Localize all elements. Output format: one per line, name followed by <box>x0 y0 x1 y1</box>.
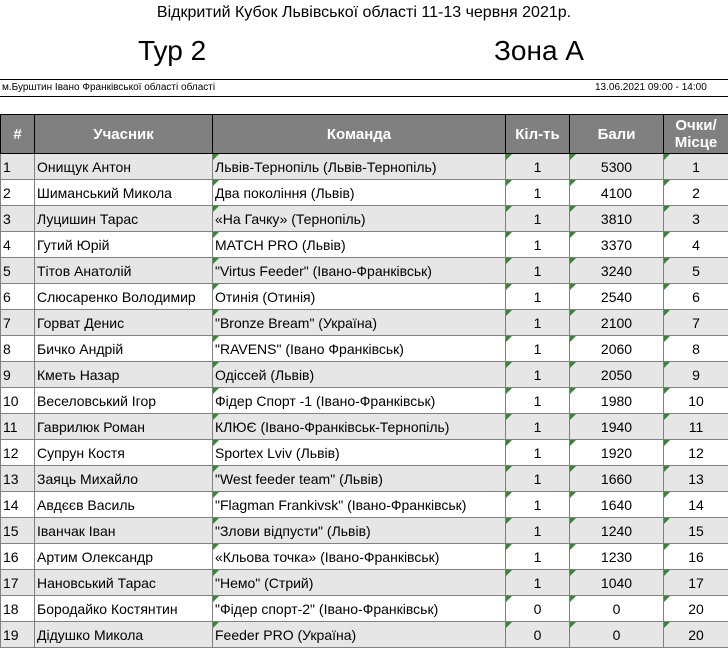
results-table <box>0 114 728 648</box>
table-row <box>1 388 728 414</box>
cell-number: 16 <box>1 544 35 570</box>
cell-place: 8 <box>664 336 728 362</box>
cell-number: 17 <box>1 570 35 596</box>
column-header-place: Очки/ Місце <box>664 115 728 154</box>
cell-team: Фідер Спорт -1 (Івано-Франківськ) <box>213 388 506 414</box>
cell-participant: Гутий Юрій <box>35 232 213 258</box>
divider <box>0 96 728 97</box>
column-header-team: Команда <box>213 115 506 154</box>
cell-place: 13 <box>664 466 728 492</box>
column-header-number: # <box>1 115 35 154</box>
cell-place: 20 <box>664 622 728 648</box>
cell-points: 3370 <box>570 232 664 258</box>
cell-count: 0 <box>506 596 570 622</box>
cell-place: 2 <box>664 180 728 206</box>
cell-points: 2100 <box>570 310 664 336</box>
cell-place: 16 <box>664 544 728 570</box>
cell-number: 7 <box>1 310 35 336</box>
cell-count: 1 <box>506 414 570 440</box>
cell-place: 11 <box>664 414 728 440</box>
cell-team: Два покоління (Львів) <box>213 180 506 206</box>
cell-participant: Дідушко Микола <box>35 622 213 648</box>
table-row <box>1 570 728 596</box>
cell-team: Отинія (Отинія) <box>213 284 506 310</box>
cell-points: 1660 <box>570 466 664 492</box>
cell-points: 1980 <box>570 388 664 414</box>
page-title: Відкритий Кубок Львівської області 11-13 червня 2021р. <box>0 0 728 26</box>
cell-place: 17 <box>664 570 728 596</box>
cell-team: "Bronze Bream" (Україна) <box>213 310 506 336</box>
table-row <box>1 284 728 310</box>
cell-place: 9 <box>664 362 728 388</box>
table-row <box>1 154 728 180</box>
cell-team: Feeder PRO (Україна) <box>213 622 506 648</box>
cell-points: 2540 <box>570 284 664 310</box>
table-row <box>1 492 728 518</box>
cell-team: "Немо" (Стрий) <box>213 570 506 596</box>
cell-number: 15 <box>1 518 35 544</box>
cell-count: 1 <box>506 440 570 466</box>
cell-participant: Бородайко Костянтин <box>35 596 213 622</box>
cell-points: 0 <box>570 622 664 648</box>
cell-points: 0 <box>570 596 664 622</box>
cell-points: 1040 <box>570 570 664 596</box>
cell-place: 12 <box>664 440 728 466</box>
table-row <box>1 622 728 648</box>
cell-count: 1 <box>506 570 570 596</box>
table-row <box>1 232 728 258</box>
table-row <box>1 414 728 440</box>
cell-points: 3240 <box>570 258 664 284</box>
cell-place: 20 <box>664 596 728 622</box>
cell-participant: Нановський Тарас <box>35 570 213 596</box>
cell-place: 10 <box>664 388 728 414</box>
table-row <box>1 596 728 622</box>
column-header-points: Бали <box>570 115 664 154</box>
cell-count: 1 <box>506 388 570 414</box>
cell-participant: Гаврилюк Роман <box>35 414 213 440</box>
cell-participant: Кметь Назар <box>35 362 213 388</box>
cell-count: 1 <box>506 154 570 180</box>
cell-points: 1230 <box>570 544 664 570</box>
cell-count: 1 <box>506 544 570 570</box>
cell-team: «Кльова точка» (Івано-Франківськ) <box>213 544 506 570</box>
table-row <box>1 258 728 284</box>
cell-points: 1940 <box>570 414 664 440</box>
table-row <box>1 362 728 388</box>
table-row <box>1 544 728 570</box>
cell-participant: Заяць Михайло <box>35 466 213 492</box>
cell-team: "West feeder team" (Львів) <box>213 466 506 492</box>
cell-number: 10 <box>1 388 35 414</box>
cell-place: 5 <box>664 258 728 284</box>
cell-points: 1920 <box>570 440 664 466</box>
cell-team: MATCH PRO (Львів) <box>213 232 506 258</box>
cell-participant: Супрун Костя <box>35 440 213 466</box>
cell-number: 14 <box>1 492 35 518</box>
cell-participant: Авдєєв Василь <box>35 492 213 518</box>
cell-number: 19 <box>1 622 35 648</box>
cell-participant: Слюсаренко Володимир <box>35 284 213 310</box>
cell-count: 1 <box>506 336 570 362</box>
cell-count: 0 <box>506 622 570 648</box>
cell-place: 14 <box>664 492 728 518</box>
cell-number: 13 <box>1 466 35 492</box>
cell-count: 1 <box>506 258 570 284</box>
cell-team: "Злови відпусти" (Львів) <box>213 518 506 544</box>
cell-participant: Іванчак Іван <box>35 518 213 544</box>
table-header-row <box>1 115 728 154</box>
cell-number: 2 <box>1 180 35 206</box>
cell-number: 3 <box>1 206 35 232</box>
cell-team: Львів-Тернопіль (Львів-Тернопіль) <box>213 154 506 180</box>
cell-participant: Веселовський Ігор <box>35 388 213 414</box>
table-row <box>1 440 728 466</box>
cell-number: 5 <box>1 258 35 284</box>
cell-number: 11 <box>1 414 35 440</box>
cell-number: 9 <box>1 362 35 388</box>
cell-number: 6 <box>1 284 35 310</box>
cell-place: 15 <box>664 518 728 544</box>
cell-team: "Flagman Frankivsk" (Івано-Франківськ) <box>213 492 506 518</box>
cell-points: 4100 <box>570 180 664 206</box>
cell-team: КЛЮЄ (Івано-Франківськ-Тернопіль) <box>213 414 506 440</box>
cell-points: 2060 <box>570 336 664 362</box>
cell-participant: Бичко Андрій <box>35 336 213 362</box>
cell-points: 3810 <box>570 206 664 232</box>
table-row <box>1 336 728 362</box>
cell-place: 6 <box>664 284 728 310</box>
cell-team: "Virtus Feeder" (Івано-Франківськ) <box>213 258 506 284</box>
location-label: м.Бурштин Івано Франківської області області <box>2 81 215 95</box>
cell-count: 1 <box>506 310 570 336</box>
cell-count: 1 <box>506 362 570 388</box>
cell-points: 1640 <box>570 492 664 518</box>
cell-points: 1240 <box>570 518 664 544</box>
cell-place: 4 <box>664 232 728 258</box>
cell-count: 1 <box>506 518 570 544</box>
cell-team: "RAVENS" (Івано Франківськ) <box>213 336 506 362</box>
cell-count: 1 <box>506 492 570 518</box>
cell-participant: Тітов Анатолій <box>35 258 213 284</box>
cell-count: 1 <box>506 180 570 206</box>
cell-participant: Шиманський Микола <box>35 180 213 206</box>
cell-count: 1 <box>506 232 570 258</box>
zone-label: Зона А <box>494 33 584 69</box>
column-header-count: Кіл-ть <box>506 115 570 154</box>
cell-number: 4 <box>1 232 35 258</box>
cell-team: "Фідер спорт-2" (Івано-Франківськ) <box>213 596 506 622</box>
cell-participant: Горват Денис <box>35 310 213 336</box>
cell-count: 1 <box>506 466 570 492</box>
cell-count: 1 <box>506 284 570 310</box>
cell-count: 1 <box>506 206 570 232</box>
cell-number: 8 <box>1 336 35 362</box>
datetime-label: 13.06.2021 09:00 - 14:00 <box>595 81 707 95</box>
cell-team: Sportex Lviv (Львів) <box>213 440 506 466</box>
cell-number: 12 <box>1 440 35 466</box>
divider <box>0 79 728 80</box>
cell-number: 1 <box>1 154 35 180</box>
table-row <box>1 518 728 544</box>
cell-team: «На Гачку» (Тернопіль) <box>213 206 506 232</box>
cell-team: Одіссей (Львів) <box>213 362 506 388</box>
cell-participant: Артим Олександр <box>35 544 213 570</box>
cell-number: 18 <box>1 596 35 622</box>
cell-place: 7 <box>664 310 728 336</box>
table-row <box>1 180 728 206</box>
cell-place: 3 <box>664 206 728 232</box>
table-row <box>1 310 728 336</box>
column-header-participant: Учасник <box>35 115 213 154</box>
cell-points: 2050 <box>570 362 664 388</box>
cell-points: 5300 <box>570 154 664 180</box>
cell-place: 1 <box>664 154 728 180</box>
cell-participant: Луцишин Тарас <box>35 206 213 232</box>
table-row <box>1 206 728 232</box>
table-row <box>1 466 728 492</box>
tour-label: Тур 2 <box>138 33 206 69</box>
cell-participant: Онищук Антон <box>35 154 213 180</box>
